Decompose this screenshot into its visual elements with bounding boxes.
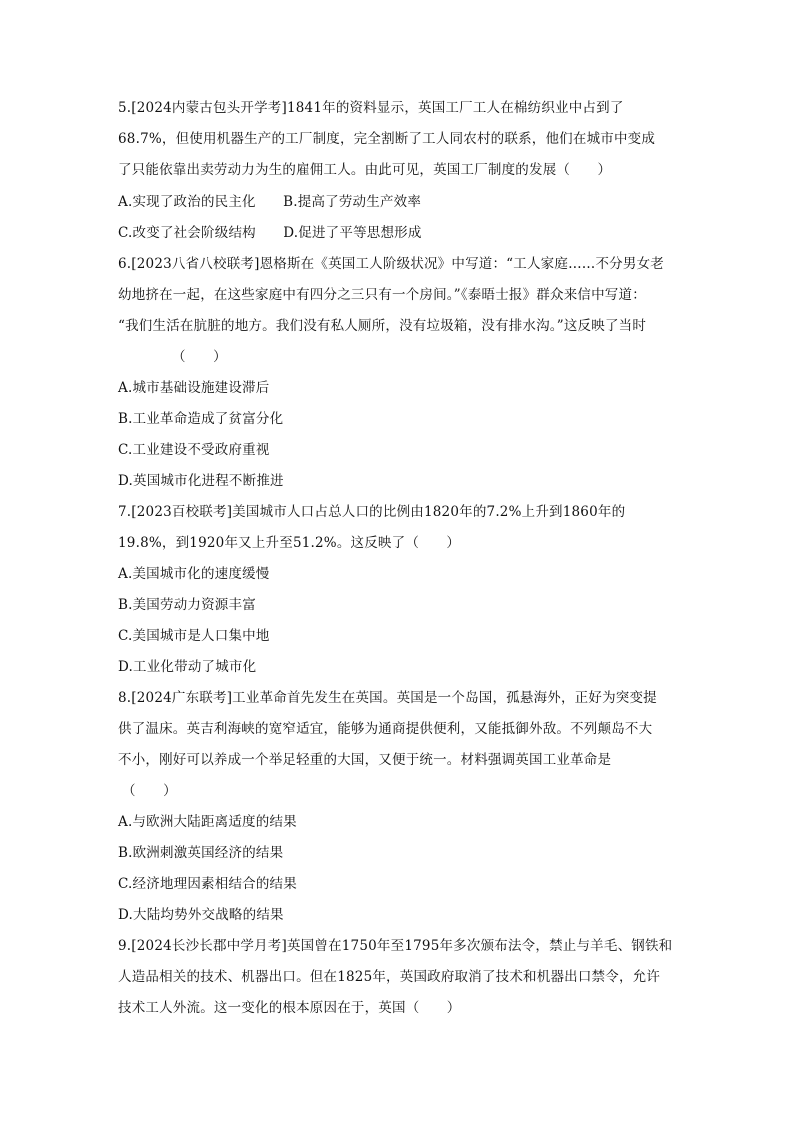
- question-8-stem-line-2: 供了温床。英吉利海峡的宽窄适宜，能够为通商提供便利，又能抵御外敌。不列颠岛不大: [118, 721, 653, 737]
- question-6-option-c: C.工业建设不受政府重视: [118, 442, 270, 458]
- question-7-stem-line-2: 19.8%，到1920年又上升至51.2%。这反映了（ ）: [118, 535, 461, 551]
- question-6-option-d: D.英国城市化进程不断推进: [118, 473, 284, 489]
- question-6-answer-blank: （ ）: [172, 349, 227, 365]
- question-6-stem-line-1: 6.[2023八省八校联考]恩格斯在《英国工人阶级状况》中写道：“工人家庭……不分男女老: [118, 256, 664, 272]
- question-6-option-a: A.城市基础设施建设滞后: [118, 380, 270, 396]
- question-8-option-a: A.与欧洲大陆距离适度的结果: [118, 814, 297, 830]
- question-5-options-cd: C.改变了社会阶级结构 D.促进了平等思想形成: [118, 225, 422, 241]
- question-9-stem-line-2: 人造品相关的技术、机器出口。但在1825年，英国政府取消了技术和机器出口禁令，允许: [118, 969, 661, 985]
- question-9-stem-line-1: 9.[2024长沙长郡中学月考]英国曾在1750年至1795年多次颁布法令，禁止与羊毛、钢铁和: [118, 938, 673, 954]
- question-8-stem-line-3: 不小，刚好可以养成一个举足轻重的大国，又便于统一。材料强调英国工业革命是: [118, 752, 612, 768]
- question-6-stem-line-3: “我们生活在肮脏的地方。我们没有私人厕所，没有垃圾箱，没有排水沟。”这反映了当时: [118, 318, 647, 334]
- question-7-option-d: D.工业化带动了城市化: [118, 659, 257, 675]
- question-7-stem-line-1: 7.[2023百校联考]美国城市人口占总人口的比例由1820年的7.2%上升到1860年的: [118, 504, 626, 520]
- question-8-option-d: D.大陆均势外交战略的结果: [118, 907, 284, 923]
- question-5-stem-line-1: 5.[2024内蒙古包头开学考]1841年的资料显示，英国工厂工人在棉纺织业中占到了: [118, 100, 624, 116]
- question-7-option-c: C.美国城市是人口集中地: [118, 628, 270, 644]
- question-8-answer-blank: （ ）: [122, 783, 177, 799]
- question-6-option-b: B.工业革命造成了贫富分化: [118, 411, 284, 427]
- question-9-stem-line-3: 技术工人外流。这一变化的根本原因在于，英国（ ）: [118, 1000, 461, 1016]
- question-8-option-c: C.经济地理因素相结合的结果: [118, 876, 297, 892]
- question-6-stem-line-2: 幼地挤在一起，在这些家庭中有四分之三只有一个房间。”《泰晤士报》群众来信中写道：: [118, 287, 646, 303]
- question-7-option-b: B.美国劳动力资源丰富: [118, 597, 256, 613]
- question-8-option-b: B.欧洲刺激英国经济的结果: [118, 845, 284, 861]
- question-8-stem-line-1: 8.[2024广东联考]工业革命首先发生在英国。英国是一个岛国，孤悬海外，正好为突变提: [118, 690, 657, 706]
- question-5-options-ab: A.实现了政治的民主化 B.提高了劳动生产效率: [118, 194, 422, 210]
- question-5-stem-line-2: 68.7%，但使用机器生产的工厂制度，完全割断了工人同农村的联系，他们在城市中变成: [118, 131, 656, 147]
- question-7-option-a: A.美国城市化的速度缓慢: [118, 566, 270, 582]
- question-5-stem-line-3: 了只能依靠出卖劳动力为生的雇佣工人。由此可见，英国工厂制度的发展（ ）: [118, 162, 612, 178]
